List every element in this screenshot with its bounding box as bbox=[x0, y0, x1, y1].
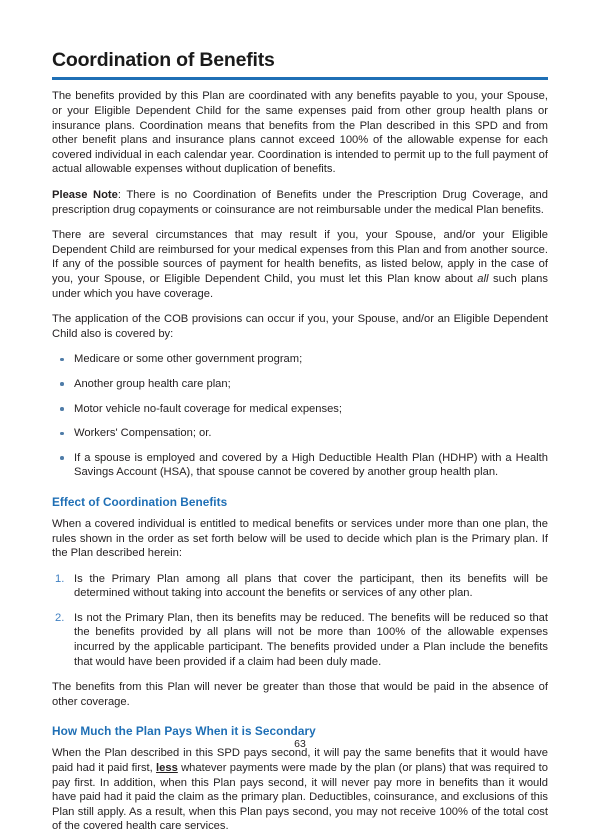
bullet-dot-icon bbox=[60, 382, 64, 386]
list-item bbox=[52, 402, 548, 417]
list-item-marker: 2. bbox=[55, 611, 65, 624]
heading-how-much-plan-pays: How Much the Plan Pays When it is Secondary bbox=[52, 724, 316, 739]
list-item bbox=[52, 611, 548, 669]
list-item-marker: 1. bbox=[55, 572, 65, 585]
circumstances-text-part1: There are several circumstances that may result if you, your Spouse, and/or your Eligible Dependent Child are reimbursed for your medical expenses from this Plan and from another source. If any of the possible sources of payment for health benefits, as listed below, apply in the case of you, your Spouse, or Eligible Dependent Child, you must let this Plan know about bbox=[52, 229, 548, 285]
page-content bbox=[52, 50, 548, 834]
paragraph-cob-application: The application of the COB provisions can occur if you, your Spouse, and/or an Eligible Dependent Child also is covered by: bbox=[52, 313, 548, 340]
paragraph-never-greater: The benefits from this Plan will never be greater than those that would be paid in the absence of other coverage. bbox=[52, 681, 548, 708]
please-note-text: : There is no Coordination of Benefits under the Prescription Drug Coverage, and prescription drug copayments or coinsurance are not reimbursable under the medical Plan benefits. bbox=[52, 189, 548, 216]
secondary-emphasis-less: less bbox=[156, 762, 178, 775]
secondary-text-part1: When the Plan described in this SPD pays second, it will pay the same benefits that it would have paid had it paid first, bbox=[52, 747, 548, 775]
bullet-dot-icon bbox=[60, 407, 64, 411]
secondary-text-part2: whatever payments were made by the plan (or plans) that was required to pay first. In addition, when this Plan pays second, it will never pay more in benefits than it would have paid had it paid the claim as the primary plan. Deductibles, coinsurance, and exclusions of this Plan still apply. As a result, when this Plan pays second, you may not receive 100% of the total cost of the covered health care services. bbox=[52, 762, 548, 833]
list-item-text: Is the Primary Plan among all plans that cover the participant, then its benefits will be determined without taking into account the benefits or services of any other plan. bbox=[74, 572, 548, 600]
list-item bbox=[52, 377, 548, 392]
coverage-sources-list bbox=[52, 352, 548, 480]
list-item-text: Motor vehicle no-fault coverage for medical expenses; bbox=[74, 402, 343, 415]
list-item-text: Workers' Compensation; or. bbox=[74, 427, 212, 440]
list-item bbox=[52, 352, 548, 367]
bullet-dot-icon bbox=[60, 358, 64, 362]
paragraph-please-note bbox=[52, 188, 548, 217]
circumstances-text-part2: such plans under which you have coverage. bbox=[52, 272, 548, 300]
bullet-dot-icon bbox=[60, 432, 64, 436]
list-item-text: Medicare or some other government program; bbox=[74, 353, 303, 366]
page-title: Coordination of Benefits bbox=[52, 49, 275, 71]
list-item-text: Another group health care plan; bbox=[74, 377, 231, 390]
list-item-text: Is not the Primary Plan, then its benefits may be reduced. The benefits will be reduced so that the benefits provided by all plans will not be more than 100% of the allowable expenses incurred by the applicable participant. The benefits provided under a Plan include the benefits that would have been provided if a claim had been duly made. bbox=[74, 611, 548, 668]
list-item bbox=[52, 426, 548, 441]
paragraph-effect-intro: When a covered individual is entitled to medical benefits or services under more than one plan, the rules shown in the order as set forth below will be used to decide which plan is the Primary plan. If the Plan described herein: bbox=[52, 517, 548, 560]
list-item bbox=[52, 572, 548, 601]
paragraph-secondary-payment bbox=[52, 746, 548, 834]
bullet-dot-icon bbox=[60, 456, 64, 460]
please-note-label: Please Note bbox=[52, 189, 118, 201]
page-number-footer: 63 bbox=[294, 738, 306, 750]
list-item bbox=[52, 451, 548, 480]
circumstances-emphasis-all: all bbox=[477, 272, 489, 285]
paragraph-circumstances bbox=[52, 228, 548, 301]
heading-effect-of-coordination: Effect of Coordination Benefits bbox=[52, 494, 228, 509]
primary-plan-rules-list bbox=[52, 572, 548, 670]
paragraph-intro: The benefits provided by this Plan are coordinated with any benefits payable to you, your Spouse, or your Eligible Dependent Child for the same expenses paid from other group health plans or insurance plans. Coordination means that benefits from the Plan described in this SPD and from other benefit plans and insurance plans cannot exceed 100% of the allowable expense for each covered individual in each calendar year. Coordination is intended to permit up to the full payment of actual allowable expenses without duplication of benefits. bbox=[52, 90, 548, 176]
title-underline-rule bbox=[52, 77, 548, 80]
list-item-text: If a spouse is employed and covered by a High Deductible Health Plan (HDHP) with a Health Savings Account (HSA), that spouse cannot be covered by another group health plan. bbox=[74, 451, 548, 479]
